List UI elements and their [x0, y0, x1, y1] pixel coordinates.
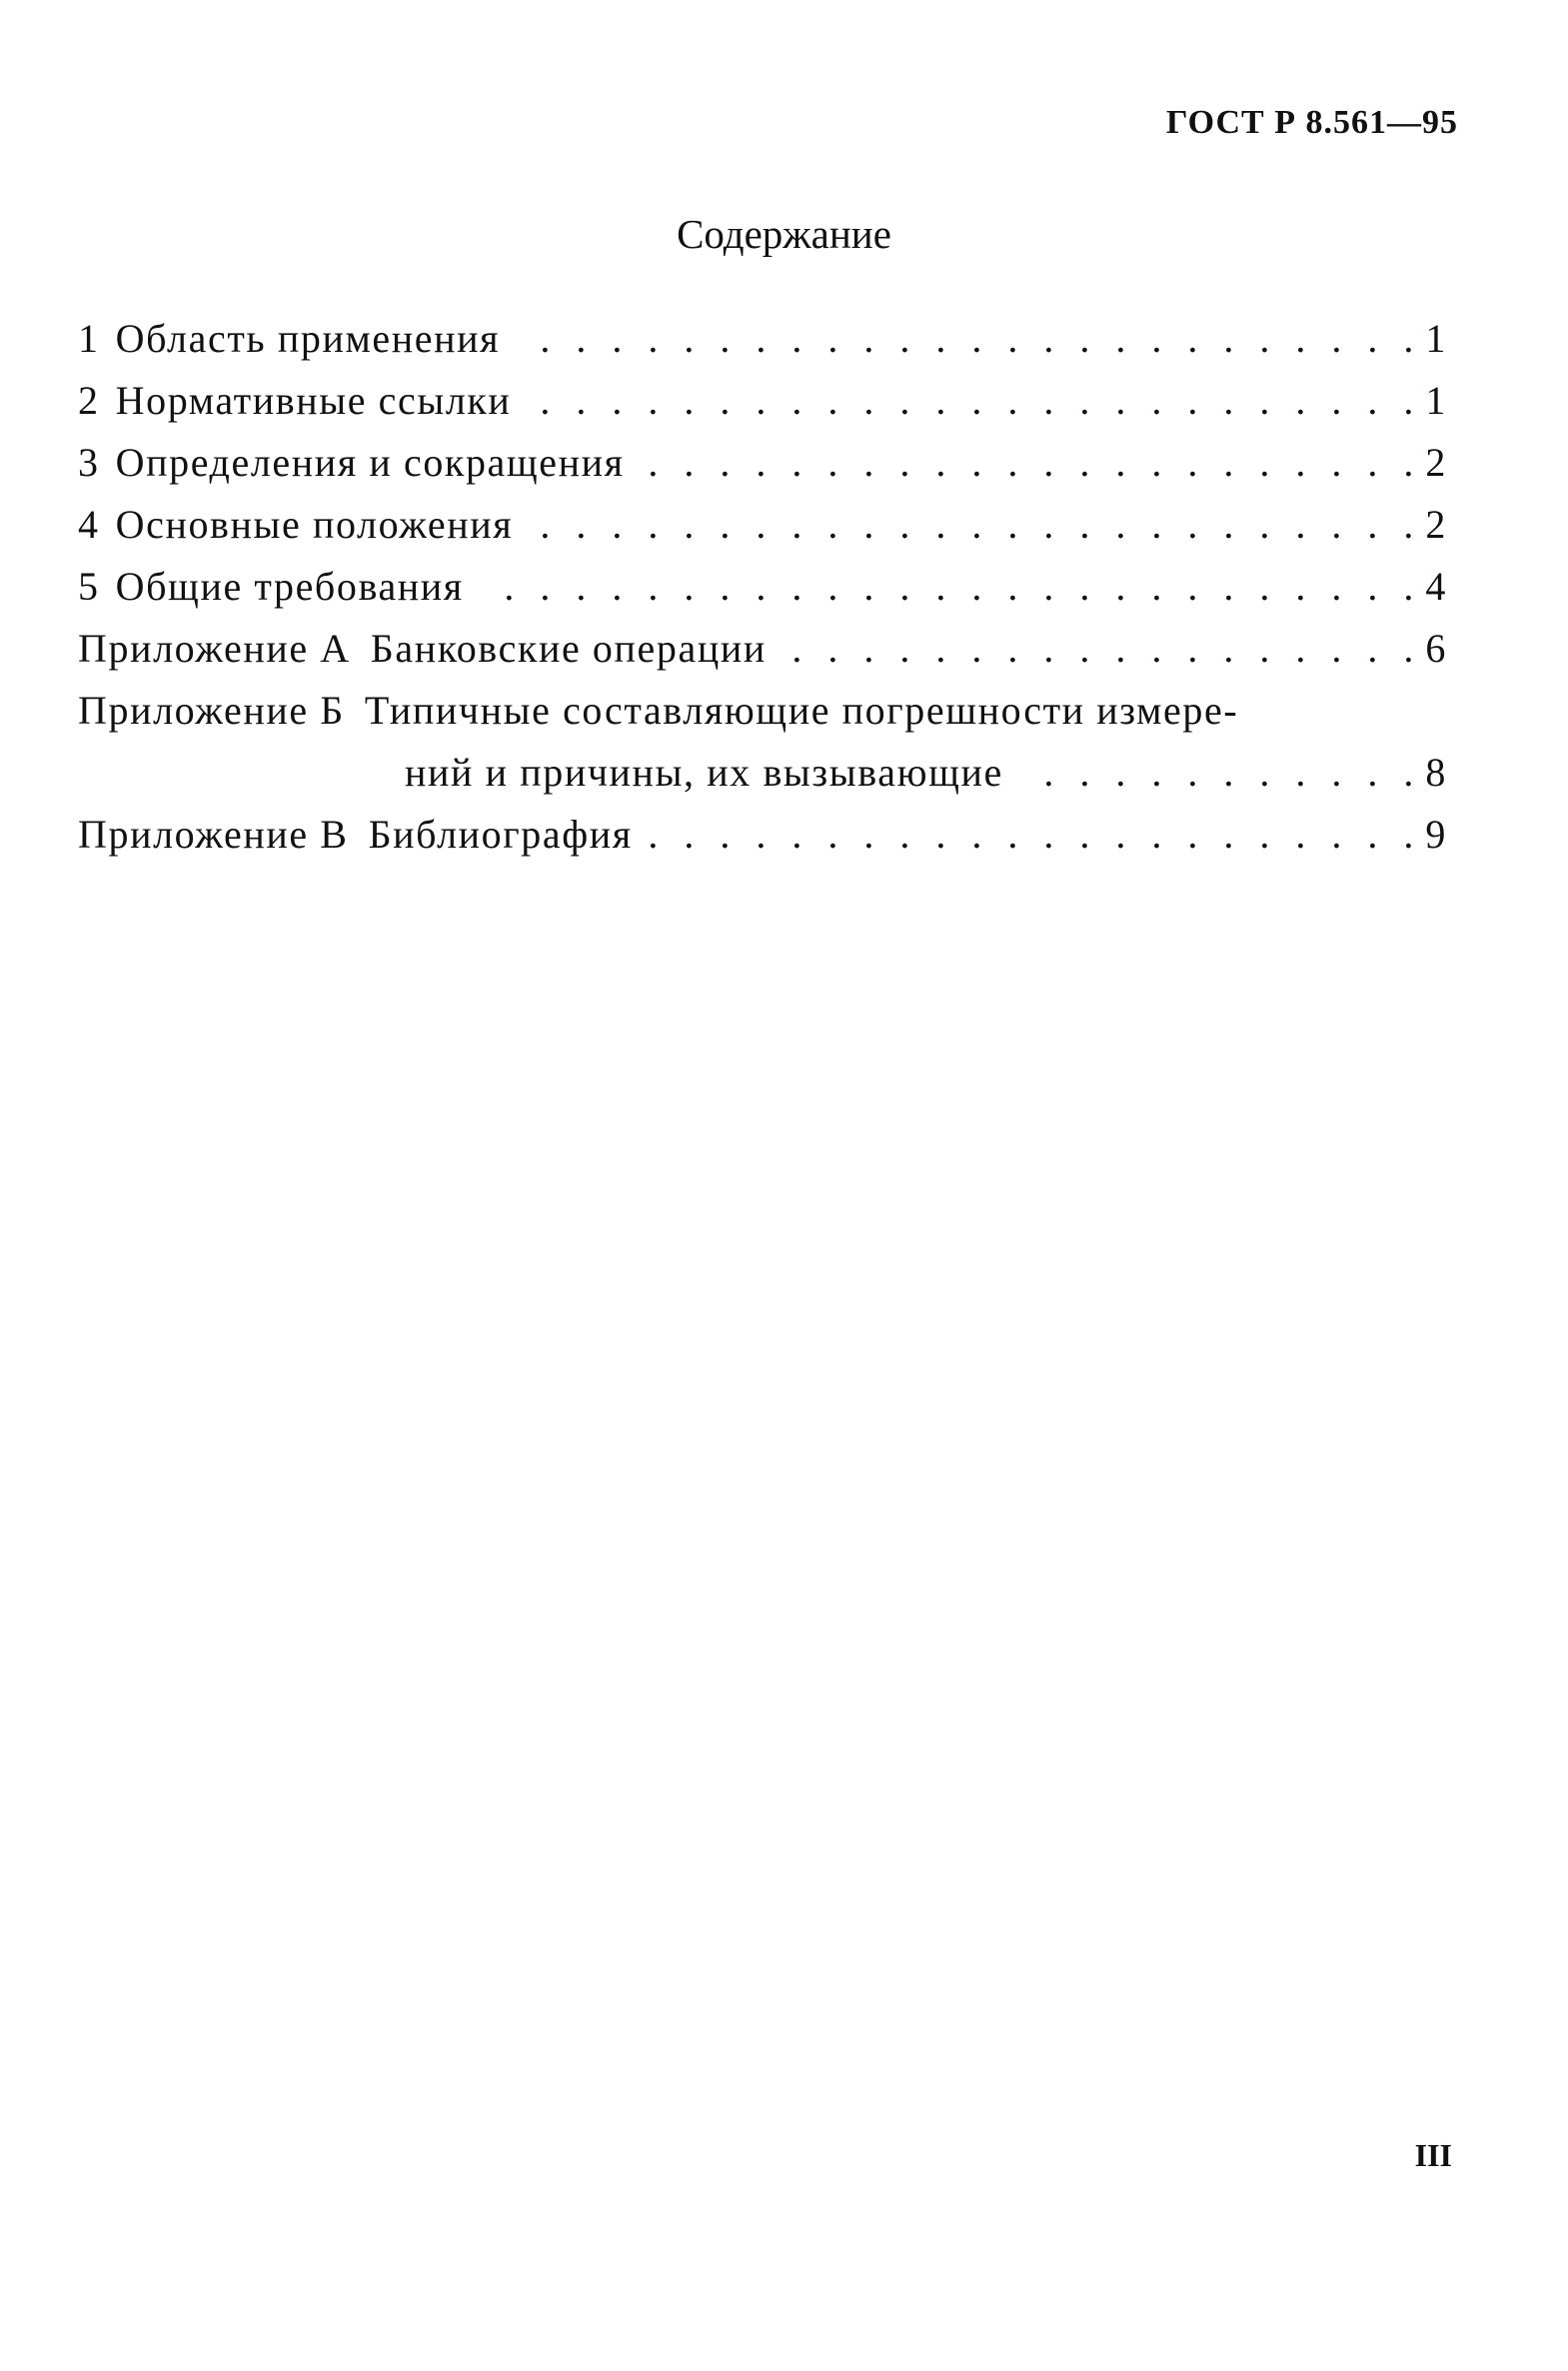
toc-item-page: 1 [1425, 316, 1447, 361]
appendix-page: 6 [1425, 626, 1447, 671]
toc-item-page: 2 [1425, 440, 1447, 485]
toc-appendix-a [78, 610, 1447, 672]
toc-item-label: Общие требования [115, 564, 464, 609]
toc-item-number: 2 [78, 378, 100, 423]
appendix-label: Библиография [368, 812, 633, 857]
toc-item-label: Область применения [115, 316, 501, 361]
dot-leader [1021, 752, 1422, 796]
page-number: III [1414, 2137, 1452, 2173]
dot-leader [784, 628, 1422, 672]
dot-leader [518, 318, 1421, 362]
toc-item-page: 4 [1425, 564, 1447, 609]
appendix-label: Типичные составляющие погрешности измере- [364, 688, 1239, 733]
toc-item [78, 548, 1447, 610]
dot-leader [651, 814, 1422, 858]
toc-item [78, 300, 1447, 362]
appendix-page: 9 [1425, 812, 1447, 857]
toc-item-page: 1 [1425, 378, 1447, 423]
appendix-prefix: Приложение Б [78, 688, 345, 733]
toc-appendix-c [78, 796, 1447, 858]
toc-item [78, 486, 1447, 548]
toc-item-number: 5 [78, 564, 100, 609]
toc-item-number: 3 [78, 440, 100, 485]
toc-item [78, 362, 1447, 424]
toc-item-page: 2 [1425, 502, 1447, 547]
dot-leader [643, 442, 1422, 486]
toc-appendix-b [78, 672, 1447, 734]
toc-item-number: 1 [78, 316, 100, 361]
appendix-label: Банковские операции [370, 626, 767, 671]
dot-leader [529, 380, 1421, 424]
toc-item-label: Нормативные ссылки [115, 378, 512, 423]
toc-item-label: Основные положения [115, 502, 514, 547]
toc-item-label: Определения и сокращения [115, 440, 625, 485]
appendix-prefix: Приложение В [78, 812, 349, 857]
table-of-contents [78, 300, 1447, 858]
document-code: ГОСТ Р 8.561—95 [1165, 104, 1458, 141]
toc-item-number: 4 [78, 502, 100, 547]
toc-item [78, 424, 1447, 486]
dot-leader [482, 566, 1422, 610]
dot-leader [531, 504, 1421, 548]
appendix-label-continuation: ний и причины, их вызывающие [405, 750, 1003, 795]
appendix-prefix: Приложение А [78, 626, 351, 671]
toc-appendix-b-continuation [78, 734, 1447, 796]
toc-title: Содержание [677, 211, 891, 257]
appendix-page: 8 [1425, 750, 1447, 795]
